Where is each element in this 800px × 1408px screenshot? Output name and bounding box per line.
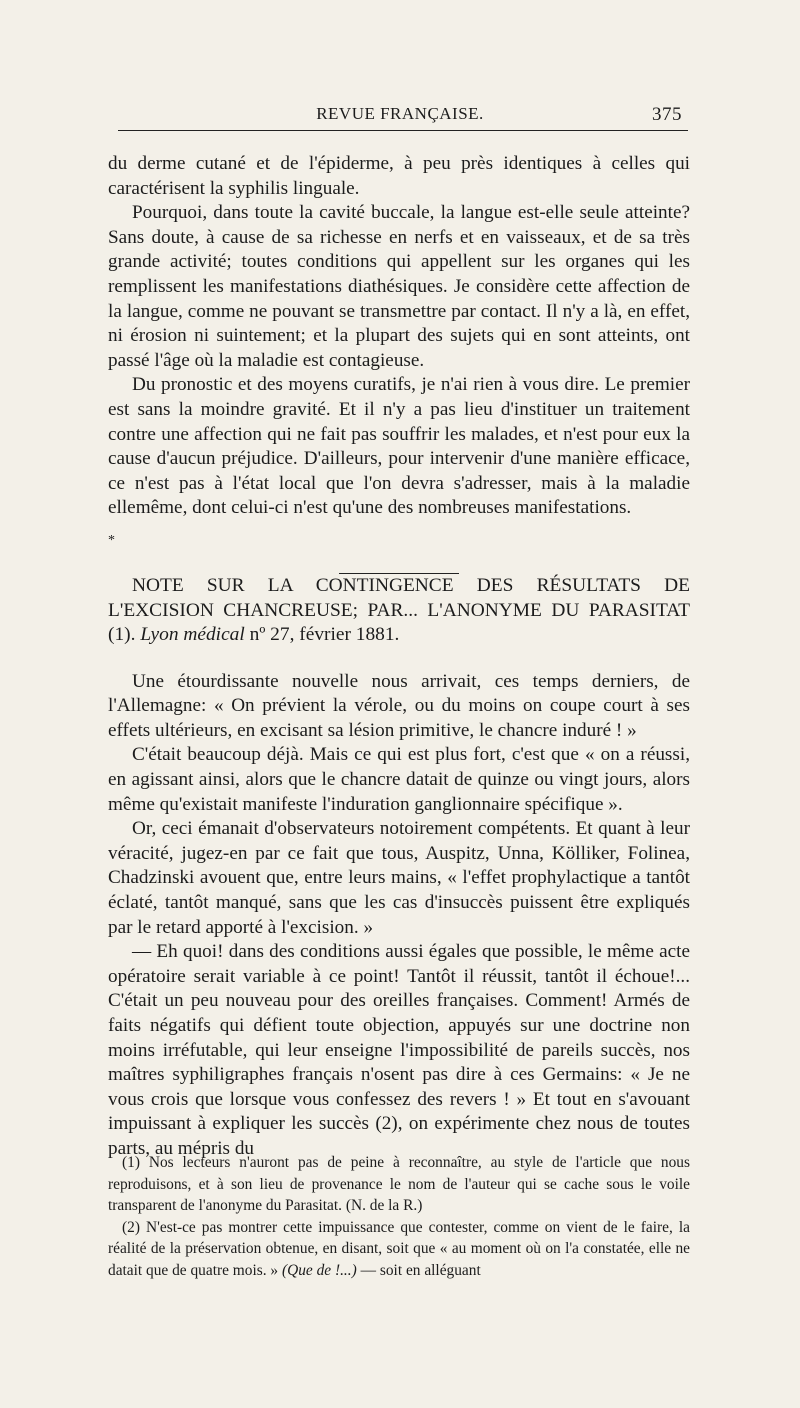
note-body: [108, 670, 690, 1162]
paragraph: Une étourdissante nouvelle nous arrivait, ces temps derniers, de l'Allemagne: « On prévient la vérole, ou du moins on coupe court à ses effets ultérieurs, en excisant sa lésion primitive, le chancre induré ! »: [108, 670, 690, 741]
running-title: REVUE FRANÇAISE.: [316, 104, 484, 123]
footnote-2: [108, 1217, 690, 1282]
note-title-source: Lyon médical: [140, 624, 245, 646]
note-title: [108, 574, 690, 648]
paragraph: Or, ceci émanait d'observateurs notoirement compétents. Et quant à leur véracité, jugez-en par ce fait que tous, Auspitz, Unna, Kölliker, Folinea, Chadzinski avouent que, entre leurs mains, « l'effet prophylactique a tantôt éclaté, tantôt manqué, sans que les cas d'insuccès puissent être expliqués par le retard apporté à l'excision. »: [108, 818, 690, 938]
header-rule: [118, 130, 688, 131]
body-text: [108, 152, 690, 1162]
footnote-1: (1) Nos lecteurs n'auront pas de peine à reconnaître, au style de l'article que nous reproduisons, et à son lieu de provenance le nom de l'auteur qui se cache sous le voile transparent de l'anonyme du Parasitat. (N. de la R.): [108, 1154, 690, 1215]
paragraph: — Eh quoi! dans des conditions aussi égales que possible, le même acte opératoire serait variable à ce point! Tantôt il réussit, tantôt il échoue!... C'était un peu nouveau pour des oreilles françaises. Comment! Armés de faits négatifs qui défient toute objection, appuyés sur une doctrine non moins irréfutable, qui leur enseigne l'impossibilité de pareils succès, nos maîtres syphiligraphes français n'osent pas dire à ces Germains: « Je ne vous crois que lorsque vous confessez des revers ! » Et tout en s'avouant impuissant à expliquer les succès (2), on expérimente chez nous de toutes parts, au mépris du: [108, 941, 690, 1159]
paragraph: Pourquoi, dans toute la cavité buccale, la langue est-elle seule atteinte? Sans doute, à cause de sa richesse en nerfs et en vaisseaux, et de sa très grande activité; toutes conditions qui appellent sur les organes qui les remplissent les manifestations diathésiques. Je considère cette affection de la langue, comme ne pouvant se transmettre par contact. Il n'y a là, en effet, ni érosion ni suintement; et la plupart des sujets qui en sont atteints, ont passé l'âge où la maladie est contagieuse.: [108, 202, 690, 371]
footnote-2-italic: (Que de !...): [281, 1261, 357, 1279]
footnote-2-tail: — soit en alléguant: [360, 1261, 481, 1279]
asterisk-mark: *: [108, 532, 115, 548]
footnotes: [108, 1152, 690, 1282]
paragraph: Du pronostic et des moyens curatifs, je n'ai rien à vous dire. Le premier est sans la moindre gravité. Et il n'y a pas lieu d'instituer un traitement contre une affection qui ne fait pas souffrir les malades, et n'est pour eux la cause d'aucun préjudice. D'ailleurs, pour intervenir d'une manière efficace, ce n'est pas à l'état local que l'on devra s'adresser, mais à la maladie ellemême, dont celui-ci n'est qu'une des nombreuses manifestations.: [108, 374, 690, 519]
page-number: 375: [652, 104, 682, 125]
note-title-main: NOTE SUR LA CONTINGENCE DES RÉSULTATS DE L'EXCISION CHANCREUSE; PAR... L'ANONYME DU PARASITAT (1).: [108, 574, 690, 646]
footnote-2-text: (2) N'est-ce pas montrer cette impuissance que contester, comme on vient de le faire, la réalité de la préservation obtenue, en disant, soit que « au moment où on l'a constatée, elle ne datait que de quatre mois. »: [108, 1218, 690, 1279]
paragraph: C'était beaucoup déjà. Mais ce qui est plus fort, c'est que « on a réussi, en agissant ainsi, alors que le chancre datait de quinze ou vingt jours, alors même qu'existait manifeste l'induration ganglionnaire spécifique ».: [108, 744, 690, 815]
paragraph: du derme cutané et de l'épiderme, à peu près identiques à celles qui caractérisent la syphilis linguale.: [108, 153, 690, 199]
note-title-tail: nº 27, février 1881.: [249, 624, 400, 646]
